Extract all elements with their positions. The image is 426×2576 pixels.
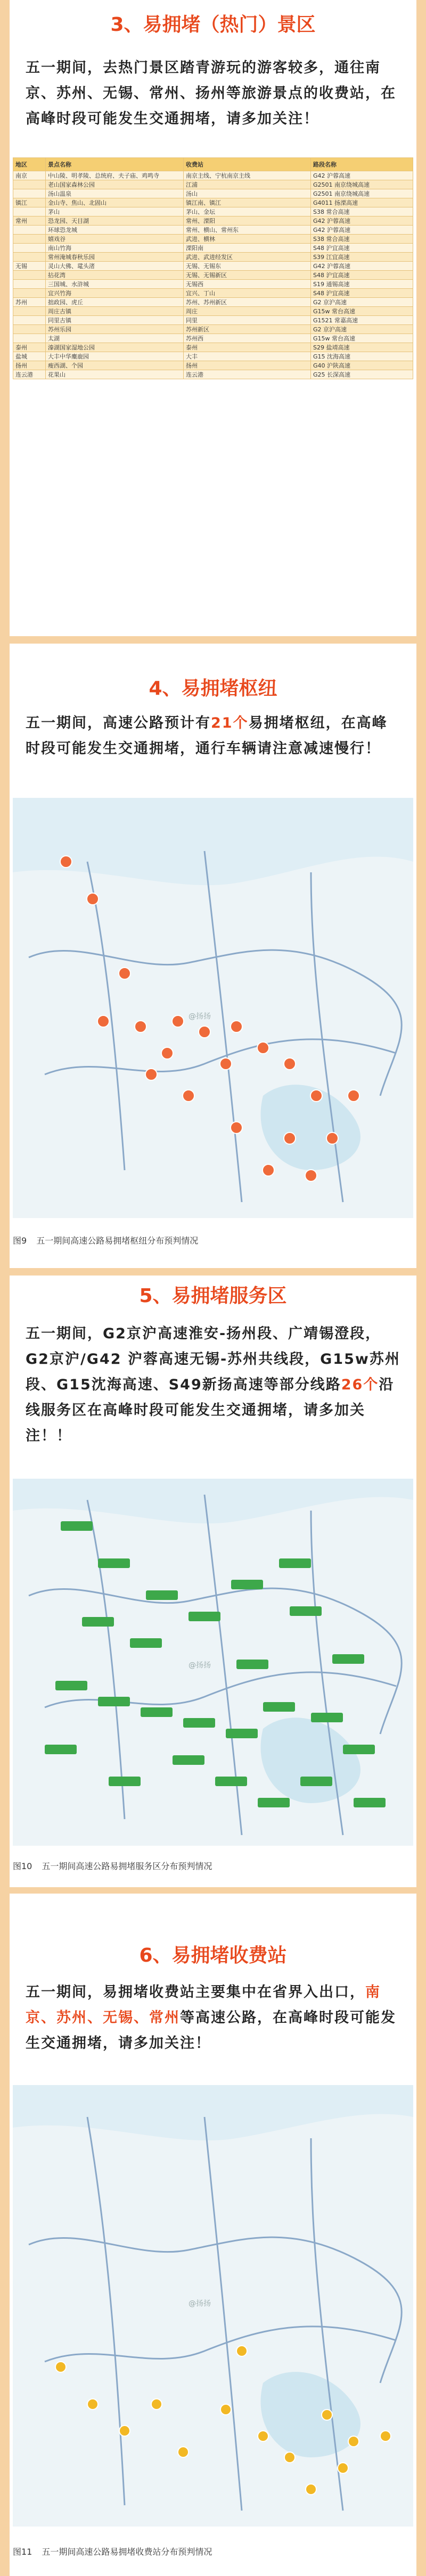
scenic-table-row: [13, 361, 413, 370]
scenic-table-cell: [13, 334, 46, 343]
scenic-table-row: [13, 325, 413, 334]
scenic-table-cell: 周庄古镇: [46, 307, 184, 316]
scenic-table-cell: G2501 南京绕城高速: [311, 189, 413, 198]
scenic-table-row: [13, 271, 413, 280]
scenic-table-cell: 汤山温泉: [46, 189, 184, 198]
scenic-table-cell: 无锡、无锡新区: [184, 271, 311, 280]
scenic-table-row: [13, 207, 413, 216]
scenic-table-cell: 茅山、金坛: [184, 207, 311, 216]
scenic-table-cell: 南京主线、宁杭南京主线: [184, 171, 311, 180]
scenic-table-row: [13, 189, 413, 198]
scenic-table-cell: 灵山大佛、鼋头渚: [46, 262, 184, 271]
scenic-table-cell: 武进、横林: [184, 235, 311, 244]
scenic-table-cell: [13, 189, 46, 198]
service-area-map-svg: [13, 1479, 413, 1846]
col-region: 地区: [13, 158, 46, 171]
scenic-table-cell: 常州、溧阳: [184, 216, 311, 226]
scenic-table-cell: 茅山: [46, 207, 184, 216]
scenic-table-cell: 扬州: [184, 361, 311, 370]
col-road: 路段名称: [311, 158, 413, 171]
scenic-table-cell: G4011 扬溧高速: [311, 198, 413, 207]
scenic-table-cell: G42 沪蓉高速: [311, 262, 413, 271]
scenic-table-cell: 同里: [184, 316, 311, 325]
scenic-table-cell: [13, 307, 46, 316]
scenic-table-cell: [13, 271, 46, 280]
scenic-table-cell: G1521 常嘉高速: [311, 316, 413, 325]
section-6-caption-text: 五一期间高速公路易拥堵收费站分布预判情况: [42, 2547, 212, 2557]
scenic-table-cell: 泰州: [13, 343, 46, 352]
scenic-table-row: [13, 253, 413, 262]
scenic-table-row: [13, 171, 413, 180]
scenic-table-row: [13, 198, 413, 207]
scenic-table-cell: 连云港: [184, 370, 311, 379]
scenic-table-cell: S38 常合高速: [311, 235, 413, 244]
section-5-text-a: 五一期间，G2京沪高速淮安-扬州段、广靖锡澄段，G2京沪/G42 沪蓉高速无锡-苏州共线段，G15w苏州段、G15沈海高速、S49新扬高速等部分线路: [26, 1325, 400, 1393]
scenic-table-cell: G15 沈海高速: [311, 352, 413, 361]
scenic-table-cell: [13, 253, 46, 262]
col-spot: 景点名称: [46, 158, 184, 171]
scenic-table-cell: 泰州: [184, 343, 311, 352]
scenic-table-cell: 环球恐龙城: [46, 226, 184, 235]
scenic-table-row: [13, 216, 413, 226]
scenic-table-row: [13, 262, 413, 271]
section-4-text-b: 易拥堵枢纽，在高峰时段可能发生交通拥堵，通行车辆请注意减速慢行！: [26, 715, 388, 757]
scenic-table-cell: [13, 207, 46, 216]
scenic-table-cell: [13, 325, 46, 334]
scenic-table-cell: 同里古镇: [46, 316, 184, 325]
scenic-table-cell: 镇江: [13, 198, 46, 207]
scenic-table-cell: 瘦西湖、个园: [46, 361, 184, 370]
scenic-table-row: [13, 280, 413, 289]
section-5-caption-num: 图10: [13, 1861, 32, 1871]
scenic-table-cell: [13, 235, 46, 244]
scenic-table-cell: 江浦: [184, 180, 311, 189]
section-4-title: 4、易拥堵枢纽: [149, 678, 277, 699]
scenic-table-cell: G2501 南京绕城高速: [311, 180, 413, 189]
section-4-paragraph: [26, 711, 400, 762]
scenic-table-cell: [13, 280, 46, 289]
scenic-table-cell: [13, 226, 46, 235]
scenic-table-cell: G42 沪蓉高速: [311, 216, 413, 226]
scenic-table-row: [13, 244, 413, 253]
toll-station-map-svg: [13, 2085, 413, 2527]
scenic-table-cell: 拙政园、虎丘: [46, 298, 184, 307]
section-4-caption-text: 五一期间高速公路易拥堵枢纽分布预判情况: [36, 1236, 199, 1246]
scenic-table-cell: 苏州新区: [184, 325, 311, 334]
section-6-paragraph: [26, 1980, 400, 2056]
scenic-table-cell: G15w 常台高速: [311, 334, 413, 343]
scenic-table-cell: 常州: [13, 216, 46, 226]
scenic-table-row: [13, 316, 413, 325]
scenic-table-cell: 金山寺、焦山、北固山: [46, 198, 184, 207]
scenic-table-cell: 大丰: [184, 352, 311, 361]
scenic-table-cell: 无锡、无锡东: [184, 262, 311, 271]
scenic-table-header: [13, 158, 413, 171]
scenic-table-cell: 无锡: [13, 262, 46, 271]
section-3-title: 3、易拥堵（热门）景区: [110, 14, 316, 36]
scenic-table-cell: 常州、横山、常州东: [184, 226, 311, 235]
scenic-table-cell: 溱湖国家湿地公园: [46, 343, 184, 352]
scenic-table-cell: G40 沪陕高速: [311, 361, 413, 370]
service-area-map: [13, 1479, 413, 1846]
hub-map-watermark: @扬扬: [189, 1012, 211, 1021]
scenic-table-cell: 花果山: [46, 370, 184, 379]
scenic-table-cell: S29 盐靖高速: [311, 343, 413, 352]
scenic-table-row: [13, 334, 413, 343]
section-6-caption: [13, 2545, 413, 2557]
toll-station-map: [13, 2085, 413, 2527]
col-toll: 收费站: [184, 158, 311, 171]
scenic-table-cell: G15w 常台高速: [311, 307, 413, 316]
scenic-table-cell: 周庄: [184, 307, 311, 316]
section-5-title: 5、易拥堵服务区: [139, 1285, 287, 1307]
scenic-table-cell: 宜兴、丁山: [184, 289, 311, 298]
scenic-table-cell: G2 京沪高速: [311, 298, 413, 307]
scenic-table-cell: 苏州: [13, 298, 46, 307]
scenic-table-cell: [13, 244, 46, 253]
scenic-table-cell: 苏州乐园: [46, 325, 184, 334]
scenic-table-cell: 南山竹海: [46, 244, 184, 253]
scenic-table-cell: 大丰中华麋鹿园: [46, 352, 184, 361]
scenic-table-cell: [13, 289, 46, 298]
section-6-text-b: 等高速公路，在高峰时段可能发生交通拥堵，请多加关注！: [26, 2010, 396, 2052]
scenic-table: [13, 157, 413, 379]
scenic-table-cell: 常州淹城春秋乐园: [46, 253, 184, 262]
scenic-table-row: [13, 226, 413, 235]
scenic-table-cell: G25 长深高速: [311, 370, 413, 379]
section-6-title: 6、易拥堵收费站: [139, 1945, 287, 1966]
scenic-table-cell: G42 沪蓉高速: [311, 171, 413, 180]
scenic-table-row: [13, 370, 413, 379]
section-6-highlight: 南京、苏州、无锡、常州: [26, 1984, 381, 2026]
scenic-table-body: [13, 171, 413, 379]
section-5-caption: [13, 1860, 413, 1872]
scenic-table-cell: [13, 316, 46, 325]
scenic-table-cell: 武进、武进经发区: [184, 253, 311, 262]
scenic-table-row: [13, 352, 413, 361]
scenic-table-row: [13, 180, 413, 189]
scenic-table-cell: 苏州、苏州新区: [184, 298, 311, 307]
scenic-table-cell: 太湖: [46, 334, 184, 343]
scenic-table-cell: 盐城: [13, 352, 46, 361]
scenic-table-row: [13, 289, 413, 298]
section-4-highlight: 21个: [211, 715, 249, 731]
hub-map: [13, 798, 413, 1218]
section-4-caption-num: 图9: [13, 1236, 27, 1246]
scenic-table-cell: G2 京沪高速: [311, 325, 413, 334]
section-5-text-b: 沿线服务区在高峰时段可能发生交通拥堵，请多加关注！！: [26, 1377, 395, 1444]
scenic-table-cell: 扬州: [13, 361, 46, 370]
scenic-table-row: [13, 298, 413, 307]
scenic-table-cell: [13, 180, 46, 189]
scenic-table-cell: S19 通锡高速: [311, 280, 413, 289]
section-6-text-a: 五一期间，易拥堵收费站主要集中在省界入出口，: [26, 1984, 365, 2000]
scenic-table-cell: S48 沪宜高速: [311, 289, 413, 298]
section-4-caption: [13, 1234, 413, 1246]
scenic-table-cell: 汤山: [184, 189, 311, 198]
scenic-table-cell: 嬉戏谷: [46, 235, 184, 244]
scenic-table-cell: 老山国家森林公园: [46, 180, 184, 189]
scenic-table-cell: 溧阳南: [184, 244, 311, 253]
scenic-table-cell: 拈花湾: [46, 271, 184, 280]
scenic-table-cell: 连云港: [13, 370, 46, 379]
service-map-watermark: @扬扬: [189, 1661, 211, 1670]
section-5-caption-text: 五一期间高速公路易拥堵服务区分布预判情况: [42, 1861, 212, 1871]
scenic-table-cell: S48 沪宜高速: [311, 244, 413, 253]
scenic-table-cell: 苏州西: [184, 334, 311, 343]
scenic-table-cell: G42 沪蓉高速: [311, 226, 413, 235]
scenic-table-cell: 三国城、水浒城: [46, 280, 184, 289]
scenic-table-cell: 宜兴竹海: [46, 289, 184, 298]
scenic-table-cell: S48 沪宜高速: [311, 271, 413, 280]
scenic-table-row: [13, 343, 413, 352]
section-3-paragraph: 五一期间，去热门景区踏青游玩的游客较多，通往南京、苏州、无锡、常州、扬州等旅游景点的收费站，在高峰时段可能发生交通拥堵，请多加关注！: [26, 60, 396, 127]
section-4-text-a: 五一期间，高速公路预计有: [26, 715, 211, 731]
hub-map-svg: [13, 798, 413, 1218]
scenic-table-row: [13, 307, 413, 316]
scenic-table-cell: 南京: [13, 171, 46, 180]
scenic-table-row: [13, 235, 413, 244]
scenic-table-cell: S39 江宜高速: [311, 253, 413, 262]
section-5-highlight: 26个: [341, 1377, 379, 1393]
scenic-table-cell: S38 常合高速: [311, 207, 413, 216]
scenic-table-cell: 无锡西: [184, 280, 311, 289]
section-6-caption-num: 图11: [13, 2547, 32, 2557]
toll-map-watermark: @扬扬: [189, 2299, 211, 2308]
section-5-paragraph: [26, 1321, 400, 1449]
scenic-table-cell: 恐龙园、天目湖: [46, 216, 184, 226]
scenic-table-cell: 镇江南、镇江: [184, 198, 311, 207]
scenic-table-cell: 中山陵、明孝陵、总统府、夫子庙、鸡鸣寺: [46, 171, 184, 180]
